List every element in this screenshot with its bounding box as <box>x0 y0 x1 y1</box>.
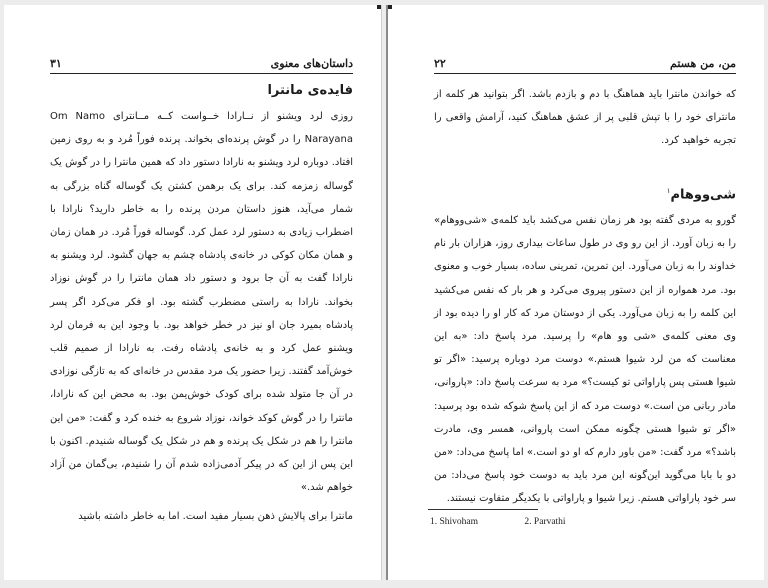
paragraph: که خواندن مانترا باید هماهنگ با دم و بازدم باشد. اگر بتوانید هر کلمه از مانترای خود را با تپش قلبی پر از عشق هماهنگ کنید، آرامش واقعی را تجربه خواهید کرد. <box>434 89 736 147</box>
body-text <box>434 209 736 511</box>
left-page-header <box>50 55 353 74</box>
paragraph: روزی لرد ویشنو از نــارادا خــواست کــه مــانترای Om Namo Narayana را در گوش پرنده‌ای بخواند. پرنده فوراً مُرد و به روی زمین افتاد. دوباره لرد ویشنو به نارادا دستور داد که همین مانترا را در گوش یک گوساله زمزمه کند. برای یک برهمن کشتن یک گوساله گناه بزرگی به شمار می‌آید، هنوز داستان مردن پرنده را به خاطر دارید؟ نارادا با اضطراب زیادی به دستور لرد عمل کرد. گوساله فوراً مُرد. در همان زمان و همان مکان کوکی در خانه‌ی پادشاه چشم به جهان گشود. لرد ویشنو به نارادا گفت به آن جا برود و دستور داد همان مانترا را در گوش نوزاد بخواند. نارادا به راستی مضطرب گشته بود. او فکر می‌کرد اگر پسر پادشاه بمیرد جان او نیز در خطر خواهد بود. با وجود این به فرمان لرد ویشنو عمل کرد و به خانه‌ی پادشاه رفت. به نارادا از صمیم قلب خوش‌آمد گفتند. زیرا حضور یک مرد مقدس در خانه‌ای که به تازگی نوزادی در آن جا متولد شده برای کودک خوش‌یمن بود. به محض این که نارادا، مانترا را در گوش کوکد خواند، نوزاد شروع به خنده کرد و گفت: «من این مانترا را هم در شکل یک پرنده و هم در شکل یک گوساله شنیدم. اکنون با این پس از این که در پیکر آدمی‌زاده شدم آن را شنیدم، بی‌گمان من آزاد خواهم شد.» <box>50 111 353 494</box>
page-number: ۳۱ <box>50 57 62 70</box>
footnote-rule <box>428 509 538 510</box>
crop-mark <box>377 5 381 9</box>
section-heading: فایده‌ی مانترا <box>267 83 353 98</box>
paragraph: گورو به مردی گفته بود هر زمان نفس می‌کشد باید کلمه‌ی «شی‌ووهام» را به زبان آورد. از این رو وی در طول ساعات بیداری روز، هزاران بار نام خداوند را به زبان می‌آورد. این تمرین، تمرینی ساده، بسیار خوب و معنوی بود. مرد همواره از این دستور پیروی می‌کرد و هر بار که نفس می‌کشید این کلمه را به زبان می‌آورد. یکی از دوستان مرد که کار او را دیده بود از وی معنی کلمه‌ی «شی وو هام» را پرسید. مرد پاسخ داد: «به این معناست که من لرد شیوا هستم.» دوست مرد دوباره پرسید: «اگر تو شیوا هستی پس پاراواتی تو کیست؟» مرد به سرعت پاسخ داد: «پاروانی، مادر ربانی من است.» دوست مرد که از این پاسخ شوکه شده بود پرسید: «اگر تو شیوا هستی چگونه ممکن است پاروانی، همسر وی، مادرت باشد؟» مرد گفت: «من باور دارم که او دو است.» اما پاسخ می‌داد: «من دو با بابا می‌گوید این‌گونه این مرد باید به دوست خود پاسخ می‌داد: من سر خود پاراواتی هستم. زیرا شیوا و پاراواتی با یکدیگر متفاوت نیستند. <box>434 215 736 505</box>
running-title: من، من هستم <box>670 57 736 70</box>
right-page <box>386 5 764 580</box>
section-heading-text: شی‌ووهام <box>670 187 736 203</box>
page-number: ۲۲ <box>434 57 446 70</box>
paragraph: مانترا برای پالایش ذهن بسیار مفید است. اما به خاطر داشته باشید <box>78 511 353 523</box>
body-text <box>50 105 353 529</box>
footnote-marker: ۱ <box>666 187 671 195</box>
section-heading <box>667 187 736 202</box>
left-page <box>4 5 382 580</box>
footnotes <box>430 517 610 527</box>
footnote: 1. Shivoham <box>430 517 479 527</box>
right-page-header <box>434 55 736 74</box>
intro-paragraph <box>434 83 736 153</box>
crop-mark <box>388 5 392 9</box>
running-title: داستان‌های معنوی <box>270 57 353 70</box>
footnote: 2. Parvathi <box>524 517 566 527</box>
